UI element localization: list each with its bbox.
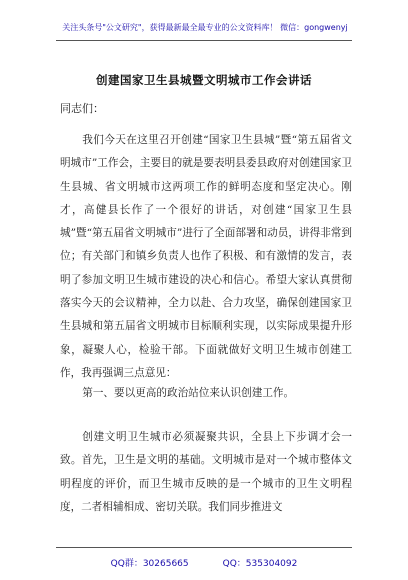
footer-qq: QQ：535304092 (222, 559, 298, 569)
header-divider (56, 40, 352, 41)
body-paragraph: 创建文明卫生城市必须凝聚共识，全县上下步调才会一致。首先，卫生是文明的基础。文明城市是对一个城市整体文明程度的评价，而卫生城市反映的是一个城市的卫生文明程度，二者相辅相成、密切关联。我们同步推进文 (60, 431, 352, 513)
section-heading: 第一、要以更高的政治站位来认识创建工作。 (82, 387, 295, 399)
salutation: 同志们： (60, 102, 104, 115)
body-paragraph: 我们今天在这里召开创建“国家卫生县城”暨“第五届省文明城市”工作会，主要目的就是要表明县委县政府对创建国家卫生县城、省文明城市这两项工作的鲜明态度和坚定决心。刚才，高健县长作了一个很好的讲话，对创建“国家卫生县城”暨“第五届省文明城市”进行了全面部署和动员，讲得非常到位；有关部门和镇乡负责人也作了积极、和有激情的发言，表明了参加文明卫生城市建设的决心和信心。希望大家认真贯彻落实今天的会议精神，全力以赴、合力攻坚，确保创建国家卫生县城和第五届省文明城市目标顺利实现，以实际成果提升形象，凝聚人心，检验干部。下面就做好文明卫生城市创建工作，我再强调三点意见： (60, 134, 352, 379)
header-banner: 关注头条号"公文研究"，获得最新最全最专业的公文资料库！ 微信：gongwenyj (62, 23, 348, 32)
footer (0, 556, 408, 569)
footer-divider (56, 547, 352, 548)
footer-qq-group: QQ群：30265665 (110, 559, 189, 569)
document-title: 创建国家卫生县城暨文明城市工作会讲话 (96, 73, 312, 87)
